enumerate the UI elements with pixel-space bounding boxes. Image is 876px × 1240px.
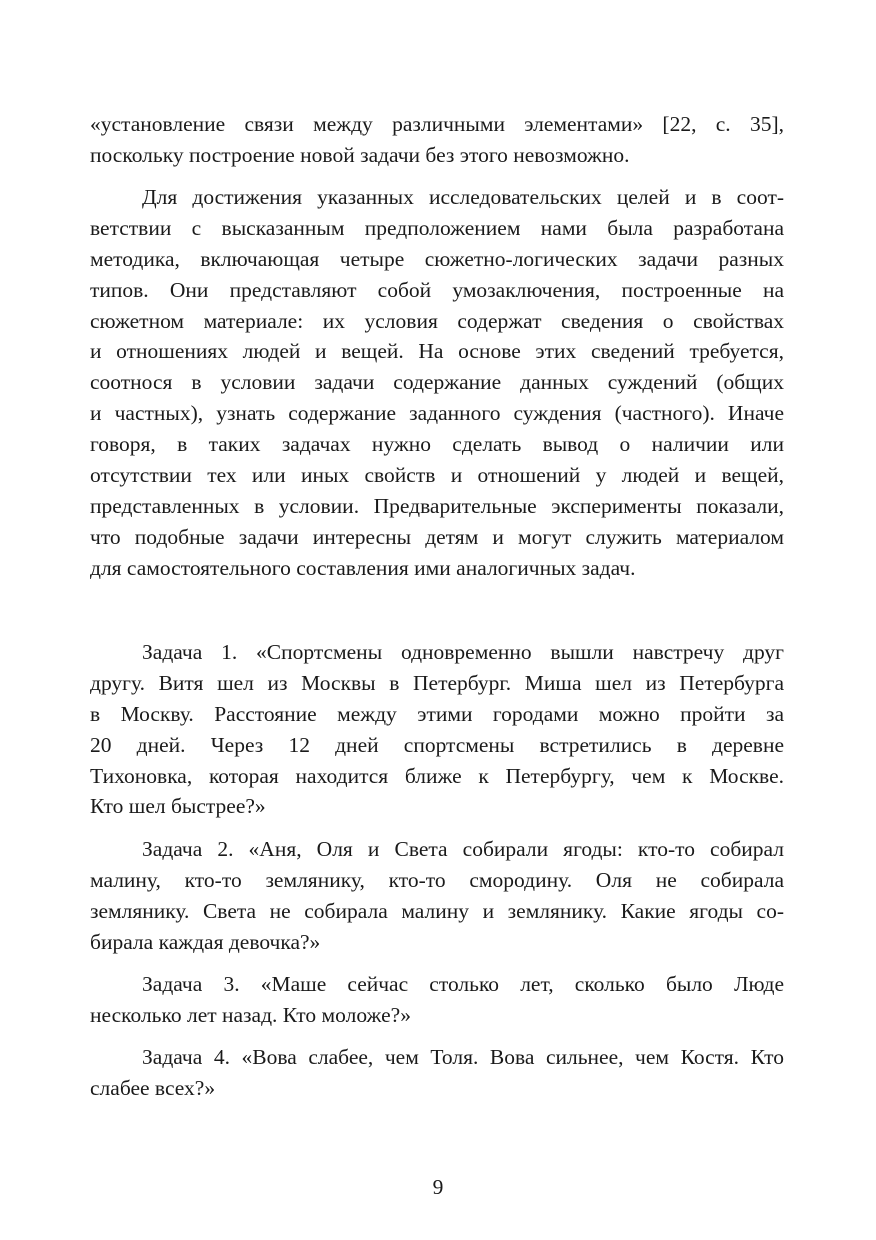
text-line: «установление связи между различными элементами» [22, с. 35], — [90, 112, 784, 136]
text-line: и отношениях людей и вещей. На основе этих сведений требуется, — [90, 339, 784, 364]
text-line: малину, кто-то землянику, кто-то смородину. Оля не собирала — [90, 867, 784, 892]
text-line: другу. Витя шел из Москвы в Петербург. Миша шел из Петербурга — [90, 670, 784, 695]
paragraph-task-2 — [90, 834, 784, 958]
paragraph-task-4 — [90, 1042, 784, 1104]
text-line: сюжетном материале: их условия содержат сведения о свойствах — [90, 308, 784, 333]
text-line: в Москву. Расстояние между этими городами можно пройти за — [90, 701, 784, 726]
text-line: Кто шел быстрее?» — [90, 794, 266, 819]
text-line: соотнося в условии задачи содержание данных суждений (общих — [90, 370, 784, 395]
text-line: Тихоновка, которая находится ближе к Петербургу, чем к Москве. — [90, 763, 784, 788]
text-line: землянику. Света не собирала малину и землянику. Какие ягоды со- — [90, 898, 784, 923]
text-line: Задача 2. «Аня, Оля и Света собирали ягоды: кто-то собирал — [142, 837, 784, 861]
text-line: бирала каждая девочка?» — [90, 929, 321, 954]
text-line: Задача 1. «Спортсмены одновременно вышли навстречу друг — [142, 640, 784, 664]
paragraph-task-3 — [90, 969, 784, 1031]
text-line: ветствии с высказанным предположением нами была разработана — [90, 215, 784, 240]
text-line: отсутствии тех или иных свойств и отношений у людей и вещей, — [90, 463, 784, 488]
text-line: несколько лет назад. Кто моложе?» — [90, 1002, 411, 1027]
paragraph-methodology — [90, 182, 784, 584]
text-line: 20 дней. Через 12 дней спортсмены встретились в деревне — [90, 732, 784, 757]
text-line: Задача 4. «Вова слабее, чем Толя. Вова сильнее, чем Костя. Кто — [142, 1045, 784, 1069]
text-line: типов. Они представляют собой умозаключения, построенные на — [90, 277, 784, 302]
paragraph-intro-continuation — [90, 109, 784, 171]
paragraph-task-1 — [90, 637, 784, 822]
text-line: слабее всех?» — [90, 1075, 216, 1100]
text-line: что подобные задачи интересны детям и могут служить материалом — [90, 524, 784, 549]
text-line: Для достижения указанных исследовательских целей и в соот- — [142, 185, 784, 209]
page-number: 9 — [432, 1175, 444, 1199]
text-line: поскольку построение новой задачи без этого невозможно. — [90, 142, 630, 167]
text-line: для самостоятельного составления ими аналогичных задач. — [90, 555, 636, 580]
text-line: Задача 3. «Маше сейчас столько лет, сколько было Люде — [142, 972, 784, 996]
text-line: и частных), узнать содержание заданного суждения (частного). Иначе — [90, 401, 784, 426]
text-line: говоря, в таких задачах нужно сделать вывод о наличии или — [90, 432, 784, 457]
text-line: представленных в условии. Предварительные эксперименты показали, — [90, 493, 784, 518]
text-line: методика, включающая четыре сюжетно-логических задачи разных — [90, 246, 784, 271]
